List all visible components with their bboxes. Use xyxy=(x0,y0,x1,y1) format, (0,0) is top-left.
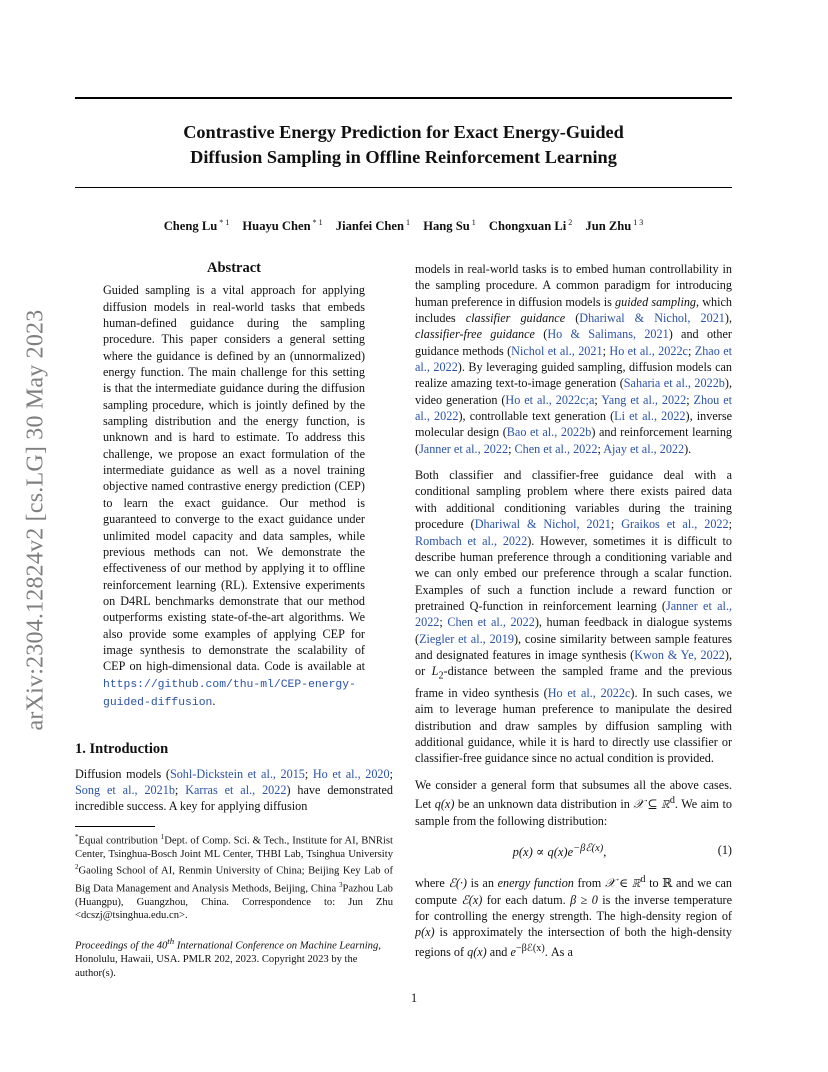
arxiv-stamp xyxy=(18,285,54,755)
inline-math: 𝒳 ⊆ ℝ xyxy=(633,797,670,812)
inline-math: ℰ(·) xyxy=(448,876,467,891)
citation-link[interactable]: Ho et al., 2022c xyxy=(547,686,631,701)
arxiv-stamp-text: arXiv:2304.12824v2 [cs.LG] 30 May 2023 xyxy=(22,309,49,731)
citation-link[interactable]: Janner et al., 2022 xyxy=(419,441,509,456)
citation-link[interactable]: Janner et al., 2022 xyxy=(415,598,732,630)
title-line-1: Contrastive Energy Prediction for Exact Energy-Guided xyxy=(183,122,624,142)
citation-link[interactable]: Chen et al., 2022 xyxy=(447,615,535,630)
abstract-heading: Abstract xyxy=(207,260,261,276)
title-rule-bottom xyxy=(75,187,732,188)
abstract-body: Guided sampling is a vital approach for applying diffusion models in real-world tasks that embeds human-defined guidance during the sampling procedure. This paper considers a general setting where the guidance is defined by an (unnormalized) energy function. The main challenge for this setting is that the intermediate guidance during the diffusion sampling procedure, which is jointly defined by the sampling distribution and the energy function, is unknown and is hard to estimate. To address this challenge, we propose an exact formulation of the intermediate guidance as well as a novel training objective named contrastive energy prediction (CEP) to learn the exact guidance. Our method is guaranteed to converge to the exact guidance under unlimited model capacity and data samples, while previous methods can not. We demonstrate the effectiveness of our method by applying it to offline reinforcement learning (RL). Extensive experiments on D4RL benchmarks demonstrate that our method outperforms existing state-of-the-art algorithms. We also provide some examples of applying CEP for image synthesis to demonstrate the scalability of CEP on high-dimensional data. Code is available at https://github.com/thu-ml/CEP-energy-guided-diffusion. xyxy=(103,283,365,709)
citation-link[interactable]: Chen et al., 2022 xyxy=(514,441,598,456)
author: Huayu Chen $^{* 1}$ xyxy=(242,218,323,233)
citation-link[interactable]: Rombach et al., 2022 xyxy=(415,533,528,548)
citation-link[interactable]: Dhariwal & Nichol, 2021 xyxy=(579,311,725,326)
affiliation-footnote: *Equal contribution $^1$Dept. of Comp. Sci. & Tech., Institute for AI, BNRist Center, Tsinghua-Bosch Joint ML Center, THBI Lab, Tsinghua University $^2$Gaoling School of AI, Renmin University of China; Beijing Key Lab of Big Data Management and Analysis Methods, Beijing, China $^3$Pazhou Lab (Huangpu), Guangzhou, China. Correspondence to: Jun Zhu <dcszj@tsinghua.edu.cn>. xyxy=(75,832,393,922)
citation-link[interactable]: Sohl-Dickstein et al., 2015 xyxy=(169,766,305,781)
inline-math: q(x) xyxy=(434,797,455,812)
citation-link[interactable]: Nichol et al., 2021 xyxy=(511,343,603,358)
inline-math: β ≥ 0 xyxy=(570,892,598,907)
author-affiliation-mark: 1 xyxy=(406,218,411,227)
equation-1 xyxy=(415,841,732,861)
author: Chongxuan Li $^2$ xyxy=(488,218,573,233)
citation-link[interactable]: Saharia et al., 2022b xyxy=(623,376,725,391)
citation-link[interactable]: Ho et al., 2022c xyxy=(609,343,688,358)
inline-math: p(x) xyxy=(415,925,435,940)
right-column xyxy=(415,261,732,960)
citation-link[interactable]: Ho & Salimans, 2021 xyxy=(547,327,669,342)
citation-link[interactable]: Ajay et al., 2022 xyxy=(603,441,685,456)
author-affiliation-mark: * 1 xyxy=(312,218,323,227)
citation-link[interactable]: Bao et al., 2022b xyxy=(506,425,592,440)
body-paragraph: where ℰ(·) is an energy function from 𝒳 ∈ ℝ$^d$ to ℝ and we can compute ℰ(x) for each datum. β ≥ 0 is the inverse temperature for controlling the energy strength. The high-density region of p(x) is approximately the intersection of both the high-density regions of q(x) and $e^{-\beta ℰ(x)}$. As a xyxy=(415,874,732,959)
author-affiliation-mark: * 1 xyxy=(219,218,230,227)
inline-math: 𝒳 ∈ ℝ xyxy=(604,876,641,891)
title-line-2: Diffusion Sampling in Offline Reinforcement Learning xyxy=(190,147,617,167)
body-paragraph: Both classifier and classifier-free guidance deal with a conditional sampling problem where there exists paired data with additional conditioning variables during the training procedure (Dhariwal & Nichol, 2021; Graikos et al., 2022; Rombach et al., 2022). However, sometimes it is difficult to describe human preference through a conditioning variable and we can only embed our preference through a scalar function. Examples of such a function include a reward function or pretrained Q-function in reinforcement learning (Janner et al., 2022; Chen et al., 2022), human feedback in dialogue systems (Ziegler et al., 2019), cosine similarity between sample features and designated features in image synthesis (Kwon & Ye, 2022), or $L_2$-distance between the sampled frame and the previous frame in video synthesis (Ho et al., 2022c). In such cases, we aim to leverage human preference to manipulate the desired distribution and draw samples by diffusion sampling with additional guidance, while it is hard to directly use classifier or classifier-free guidance since no actual condition is provided. xyxy=(415,468,732,766)
citation-link[interactable]: Ho et al., 2022c;a xyxy=(505,392,595,407)
citation-link[interactable]: Yang et al., 2022 xyxy=(601,392,687,407)
inline-math: e xyxy=(510,944,516,959)
proceedings-note: Proceedings of the 40th International Conference on Machine Learning, Honolulu, Hawaii, USA. PMLR 202, 2023. Copyright 2023 by the author(s). xyxy=(75,935,381,979)
author: Jianfei Chen $^1$ xyxy=(335,218,411,233)
body-paragraph: models in real-world tasks is to embed human controllability in the sampling procedure. A common paradigm for introducing human preference in diffusion models is guided sampling, which includes classifier guidance (Dhariwal & Nichol, 2021), classifier-free guidance (Ho & Salimans, 2021) and other guidance methods (Nichol et al., 2021; Ho et al., 2022c; Zhao et al., 2022). By leveraging guided sampling, diffusion models can realize amazing text-to-image generation (Saharia et al., 2022b), video generation (Ho et al., 2022c;a; Yang et al., 2022; Zhou et al., 2022), controllable text generation (Li et al., 2022), inverse molecular design (Bao et al., 2022b) and reinforcement learning (Janner et al., 2022; Chen et al., 2022; Ajay et al., 2022). xyxy=(415,262,733,456)
footnote-rule xyxy=(75,826,155,827)
citation-link[interactable]: Zhou et al., 2022 xyxy=(415,392,732,424)
left-column xyxy=(75,260,393,980)
author: Cheng Lu $^{* 1}$ xyxy=(163,218,230,233)
citation-link[interactable]: Ziegler et al., 2019 xyxy=(419,631,514,646)
inline-math: ℰ(x) xyxy=(461,892,483,907)
author: Jun Zhu $^{1 3}$ xyxy=(585,218,644,233)
author-list xyxy=(75,214,732,235)
author-affiliation-mark: 1 xyxy=(471,218,476,227)
citation-link[interactable]: Kwon & Ye, 2022 xyxy=(634,647,725,662)
inline-math: q(x) xyxy=(467,944,487,959)
citation-link[interactable]: Dhariwal & Nichol, 2021 xyxy=(474,517,611,532)
citation-link[interactable]: Song et al., 2021b xyxy=(75,782,175,797)
page-number: 1 xyxy=(410,991,418,1005)
citation-link[interactable]: Ho et al., 2020 xyxy=(312,766,390,781)
code-link[interactable]: https://github.com/thu-ml/CEP-energy-guided-diffusion xyxy=(103,678,356,709)
paper-title xyxy=(75,120,732,170)
citation-link[interactable]: Zhao et al., 2022 xyxy=(415,343,733,375)
citation-link[interactable]: Li et al., 2022 xyxy=(614,409,686,424)
citation-link[interactable]: Karras et al., 2022 xyxy=(185,782,287,797)
intro-paragraph: Diffusion models (Sohl-Dickstein et al., 2015; Ho et al., 2020; Song et al., 2021b; Karras et al., 2022) have demonstrated incredible success. A key for applying diffusion xyxy=(75,766,393,814)
author: Hang Su $^1$ xyxy=(423,218,476,233)
equation-expression: $p(x) \propto q(x)e^{-\beta ℰ(x)}$, xyxy=(512,842,607,859)
author-affiliation-mark: 2 xyxy=(568,218,573,227)
title-rule-top xyxy=(75,97,732,99)
equation-number: (1) xyxy=(717,843,732,858)
author-affiliation-mark: 1 3 xyxy=(633,218,644,227)
section-heading-introduction: 1. Introduction xyxy=(75,741,169,758)
body-paragraph: We consider a general form that subsumes all the above cases. Let q(x) be an unknown data distribution in 𝒳 ⊆ ℝ$^d$. We aim to sample from the following distribution: xyxy=(415,777,732,828)
citation-link[interactable]: Graikos et al., 2022 xyxy=(621,517,729,532)
